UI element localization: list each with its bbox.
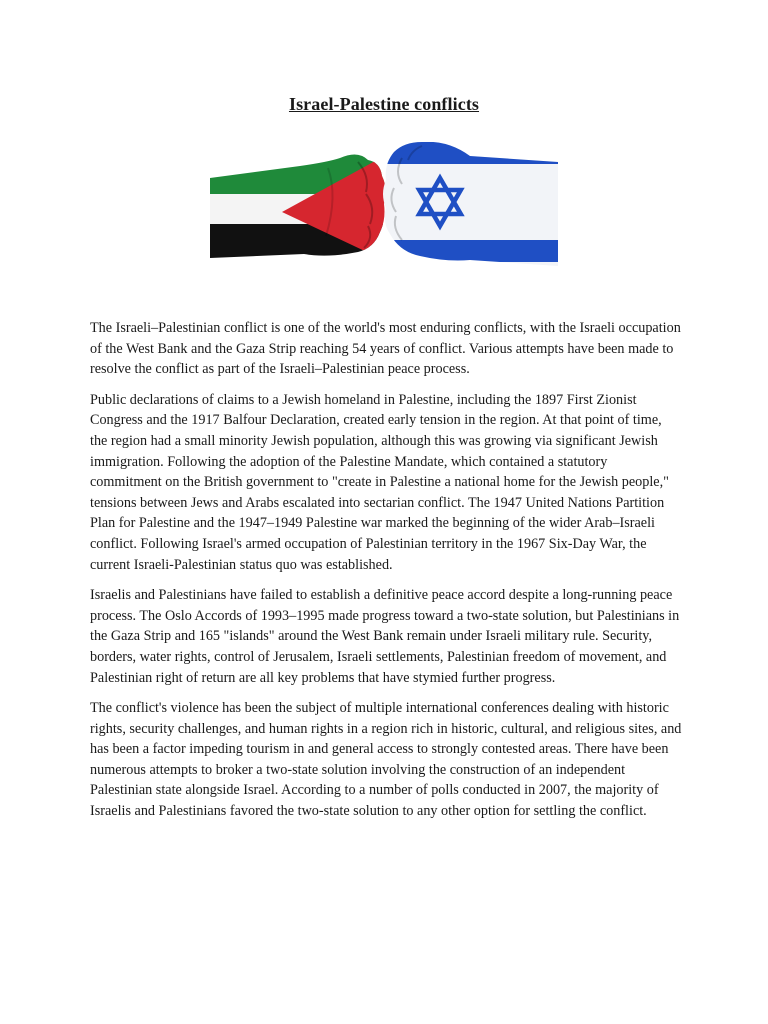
paragraph-2: Public declarations of claims to a Jewish homeland in Palestine, including the 1897 First Zionist Congress and the 1917 Balfour Declaration, created early tension in the region. At that point of time, the region had a small minority Jewish population, although this was growing via significant Jewish immigration. Following the adoption of the Palestine Mandate, which contained a statutory commitment on the British government to "create in Palestine a national home for the Jewish people," tensions between Jews and Arabs escalated into sectarian conflict. The 1947 United Nations Partition Plan for Palestine and the 1947–1949 Palestine war marked the beginning of the wider Arab–Israeli conflict. Following Israel's armed occupation of Palestinian territory in the 1967 Six-Day War, the current Israeli-Palestinian status quo was established. (90, 391, 669, 573)
fists-illustration (208, 136, 560, 272)
paragraph-4: The conflict's violence has been the subject of multiple international conferences dealing with historic rights, security challenges, and human rights in a region rich in historic, cultural, and religious sites, and has been a factor impeding tourism in and general access to strongly contested areas. There have been numerous attempts to broker a two-state solution involving the construction of an independent Palestinian state alongside Israel. According to a number of polls conducted in 2007, the majority of Israelis and Palestinians favored the two-state solution to any other option for settling the conflict. (90, 700, 682, 820)
israel-flag-fist-icon (378, 136, 560, 272)
paragraph-3: Israelis and Palestinians have failed to establish a definitive peace accord despite a long-running peace process. The Oslo Accords of 1993–1995 made progress toward a two-state solution, but Palestinians in the Gaza Strip and 165 "islands" around the West Bank remain under Israeli military rule. Security, borders, water rights, control of Jerusalem, Israeli settlements, Palestinian freedom of movement, and Palestinian right of return are all key problems that have stymied further progress. (90, 587, 680, 686)
document-body (90, 318, 682, 832)
paragraph-1: The Israeli–Palestinian conflict is one of the world's most enduring conflicts, with the Israeli occupation of the West Bank and the Gaza Strip reaching 54 years of conflict. Various attempts have been made to resolve the conflict as part of the Israeli–Palestinian peace process. (90, 320, 681, 378)
palestine-flag-fist-icon (208, 136, 388, 264)
document-title: Israel-Palestine conflicts (288, 94, 480, 114)
